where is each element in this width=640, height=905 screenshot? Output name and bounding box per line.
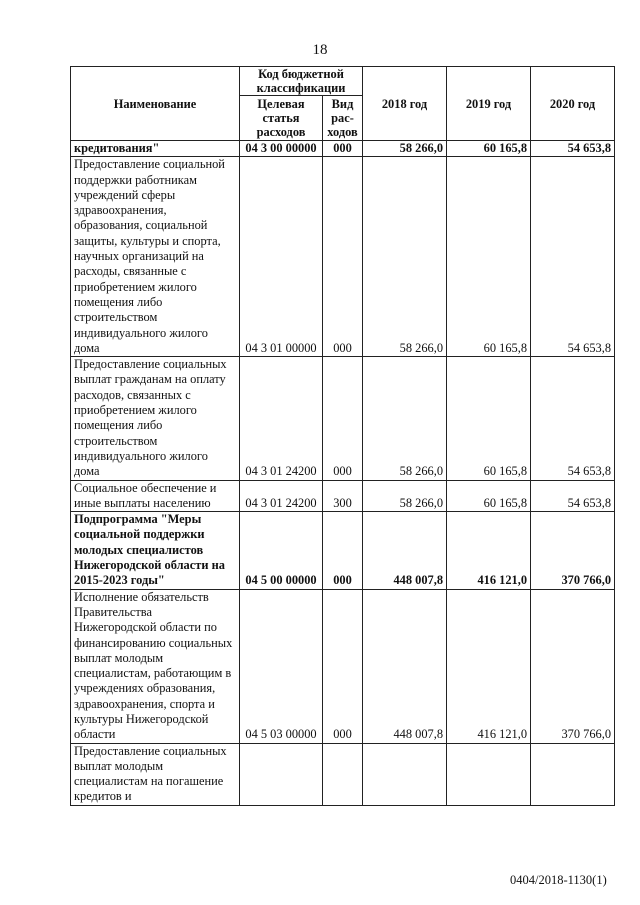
row-name: Исполнение обязательств Правительства Нижегородской области по финансированию социальных выплат молодым специалистам, работающим в учреждениях образования, здравоохранения, спорта и культуры Нижегородской области [71,589,240,743]
row-name: Предоставление социальной поддержки работникам учреждений сферы здравоохранения, образования, социальной защиты, культуры и спорта, научных организаций на расходы, связанные с приобретением жилого помещения либо строительством индивидуального жилого дома [71,157,240,357]
header-2020: 2020 год [531,67,615,141]
header-target: Целевая статья расходов [240,96,323,141]
row-code: 04 5 03 00000 [240,589,323,743]
row-2020: 370 766,0 [531,589,615,743]
table-row [71,357,615,480]
row-code: 04 3 01 24200 [240,480,323,512]
table-row [71,141,615,157]
row-2018 [363,743,447,805]
header-kbk: Код бюджетной классификации [240,67,363,96]
row-name: Предоставление социальных выплат молодым специалистам на погашение кредитов и [71,743,240,805]
row-2019: 416 121,0 [447,589,531,743]
row-name: Подпрограмма "Меры социальной поддержки молодых специалистов Нижегородской области на 2015-2023 годы" [71,512,240,589]
header-row-top [71,67,615,96]
row-name: Предоставление социальных выплат гражданам на оплату расходов, связанных с приобретением жилого помещения либо строительством индивидуального жилого дома [71,357,240,480]
row-code: 04 3 00 00000 [240,141,323,157]
row-code [240,743,323,805]
row-2018: 58 266,0 [363,141,447,157]
page-number: 18 [312,42,328,58]
row-name: Социальное обеспечение и иные выплаты населению [71,480,240,512]
row-2019: 60 165,8 [447,357,531,480]
row-kind: 000 [323,141,363,157]
row-2020: 54 653,8 [531,157,615,357]
table-row [71,512,615,589]
row-2019: 60 165,8 [447,480,531,512]
row-code: 04 3 01 00000 [240,157,323,357]
row-kind: 300 [323,480,363,512]
row-kind: 000 [323,512,363,589]
document-code: 0404/2018-1130(1) [510,873,607,887]
row-2018: 448 007,8 [363,589,447,743]
row-kind [323,743,363,805]
row-2019: 60 165,8 [447,141,531,157]
row-2019: 60 165,8 [447,157,531,357]
row-2020: 54 653,8 [531,480,615,512]
row-2019: 416 121,0 [447,512,531,589]
table-row [71,157,615,357]
row-kind: 000 [323,157,363,357]
row-code: 04 3 01 24200 [240,357,323,480]
row-2018: 448 007,8 [363,512,447,589]
table-row [71,480,615,512]
row-2018: 58 266,0 [363,157,447,357]
row-kind: 000 [323,589,363,743]
row-2020 [531,743,615,805]
row-2020: 370 766,0 [531,512,615,589]
row-2018: 58 266,0 [363,480,447,512]
row-2020: 54 653,8 [531,141,615,157]
table-row [71,743,615,805]
row-2018: 58 266,0 [363,357,447,480]
header-2018: 2018 год [363,67,447,141]
header-kind: Вид рас-ходов [323,96,363,141]
table-row [71,589,615,743]
row-kind: 000 [323,357,363,480]
header-2019: 2019 год [447,67,531,141]
budget-table [70,66,615,806]
row-2019 [447,743,531,805]
row-code: 04 5 00 00000 [240,512,323,589]
row-2020: 54 653,8 [531,357,615,480]
row-name: кредитования" [71,141,240,157]
header-name: Наименование [71,67,240,141]
